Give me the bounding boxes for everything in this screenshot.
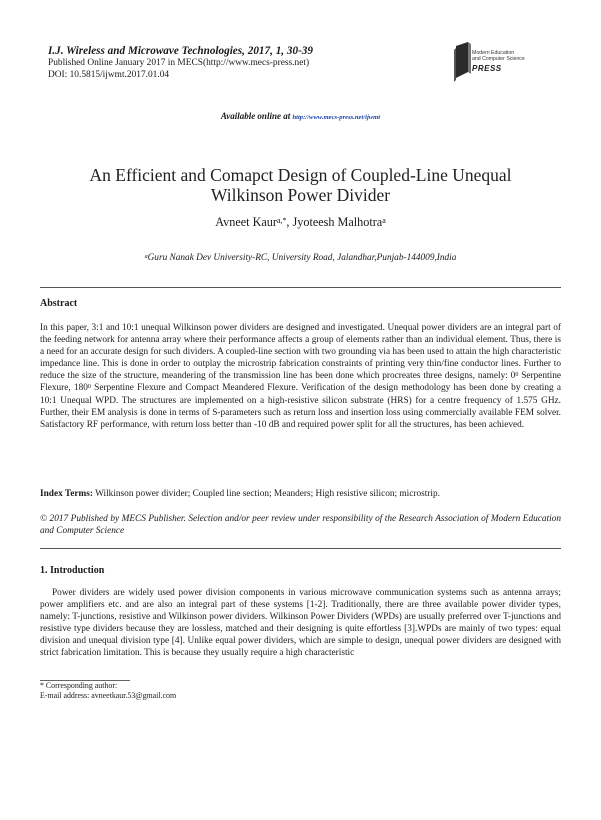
- published-line: Published Online January 2017 in MECS(http://www.mecs-press.net): [48, 58, 310, 68]
- introduction-body: Power dividers are widely used power division components in various microwave communication systems such as antenna arrays; power amplifiers etc. and are also an integral part of these systems [1-2]. Traditionally, there are three available power divider types, namely: T-junctions, resistive and Wilkinson power dividers. Wilkinson Power Dividers (WPDs) are usually preferred over T-junctions and resistive type dividers because they are lossless, matched and their designing is quite effortless [3].WPDs are mainly of two types: equal division and unequal division type [4]. Unlike equal power dividers, which are simple to design, unequal power dividers are designed with strict fabrication limitation. This is because they usually require a high characteristic: [40, 588, 561, 659]
- section-divider: [40, 548, 561, 549]
- doi-line: DOI: 10.5815/ijwmt.2017.01.04: [48, 69, 170, 80]
- author-affil-mark: a: [382, 215, 386, 225]
- affiliation: [0, 253, 601, 263]
- abstract-text: Serpentine Flexure, 180: [40, 371, 561, 394]
- abstract-text: In this paper, 3:1 and 10:1 unequal Wilkinson power dividers are designed and investigated. Unequal power dividers are an integral part of the feeding network for antenna array where their performance affects a group of elements rather than an individual element. Thus, there is a need for an accurate design for such dividers. A coupled-line section with two grounding via has been used to attain the high characteristic impedance line. This is done in order to outplay the microstrip fabrication constraints of printing very thin/fine conductor lines. Further to reduce the size of the structure, meandering of the transmission line has been done which procreates three designs, namely: 0: [40, 323, 561, 382]
- index-terms-label: Index Terms:: [40, 489, 93, 499]
- journal-header: [48, 44, 468, 81]
- logo-wordmark: PRESS: [472, 64, 502, 73]
- abstract-body: [40, 322, 561, 431]
- title-line1: An Efficient and Comapct Design of Coupled-Line Unequal: [89, 165, 512, 185]
- abstract-heading: Abstract: [40, 298, 78, 309]
- journal-title: I.J. Wireless and Microwave Technologies, 2017, 1, 30-39: [48, 45, 313, 57]
- author-list: [0, 215, 601, 230]
- logo-line2: and Computer Science: [472, 56, 525, 62]
- corresponding-author-note: * Corresponding author:: [40, 681, 118, 690]
- availability-line: [0, 111, 601, 121]
- footnote: [40, 681, 340, 700]
- degree-mark: 0: [515, 371, 519, 378]
- publisher-logo: [452, 38, 562, 88]
- logo-text: [472, 50, 525, 62]
- index-terms: [40, 488, 561, 500]
- author-name: Avneet Kaur: [215, 215, 277, 229]
- introduction-heading: 1. Introduction: [40, 565, 105, 576]
- open-book-icon: [452, 42, 474, 82]
- availability-prefix: Available online at: [220, 111, 291, 121]
- author-affil-mark: a,*: [276, 215, 287, 225]
- affiliation-text: Guru Nanak Dev University-RC, University Road, Jalandhar,Punjab-144009,India: [147, 253, 457, 263]
- journal-url-link[interactable]: http://www.mecs-press.net/ijwmt: [292, 114, 381, 121]
- title-line2: Wilkinson Power Divider: [210, 185, 391, 205]
- author-name: , Jyoteesh Malhotra: [286, 215, 383, 229]
- affil-mark: a: [144, 253, 148, 260]
- author-email: E-mail address: avneetkaur.53@gmail.com: [40, 690, 177, 700]
- copyright-notice: © 2017 Published by MECS Publisher. Selection and/or peer review under responsibility of the Research Association of Modern Education and Computer Science: [40, 514, 561, 537]
- logo-line1: Modern Education: [472, 50, 515, 56]
- degree-mark: 0: [87, 384, 91, 391]
- section-divider: [40, 287, 561, 288]
- paper-title: [40, 165, 561, 205]
- index-terms-text: Wilkinson power divider; Coupled line section; Meanders; High resistive silicon; microstrip.: [92, 489, 440, 499]
- abstract-text: Serpentine Flexure and Compact Meandered Flexure. Verification of the design methodology has been done by creating a 10:1 Unequal WPD. The structures are implemented on a high-resistive silicon substrate (HRS) for a centre frequency of 1.575 GHz. Further, their EM analysis is done in terms of S-parameters such as return loss and insertion loss using commercially available FEM solver. Satisfactory RF performance, with return loss better than -10 dB and required power split for all the structures, has been achieved.: [40, 383, 561, 430]
